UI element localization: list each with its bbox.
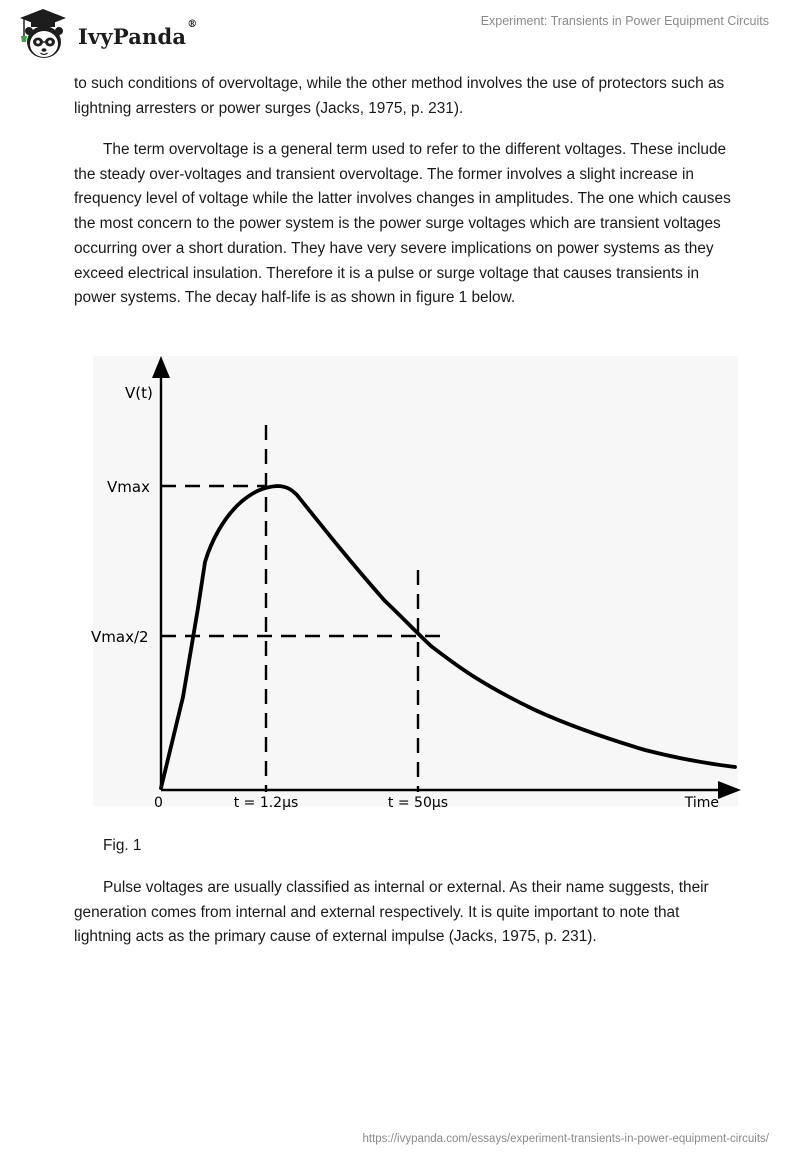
vhalf-tick-label: Vmax/2	[91, 628, 149, 646]
impulse-voltage-chart	[85, 352, 750, 822]
brand-name: IvyPanda®	[78, 18, 198, 49]
t-half-tick-label: t = 50µs	[387, 795, 449, 811]
plot-background	[93, 356, 738, 806]
panda-graduate-icon	[14, 6, 72, 64]
y-axis-label: V(t)	[125, 384, 153, 402]
paragraph-3	[74, 876, 734, 950]
x-origin-label: 0	[154, 795, 163, 811]
source-url-link[interactable]: https://ivypanda.com/essays/experiment-transients-in-power-equipment-circuits/	[362, 1133, 769, 1145]
paragraph-1: to such conditions of overvoltage, while the other method involves the use of protectors such as lightning arresters or power surges (Jacks, 1975, p. 231).	[74, 75, 725, 117]
paragraph-3-text: Pulse voltages are usually classified as internal or external. As their name suggests, their generation comes from internal and external respectively. It is quite important to note that lightning acts as the primary cause of external impulse (Jacks, 1975, p. 231).	[74, 879, 709, 946]
paragraph-2-text: The term overvoltage is a general term used to refer to the different voltages. These include the steady over-voltages and transient overvoltage. The former involves a slight increase in frequency level of voltage while the latter involves changes in amplitudes. The one which causes the most concern to the power system is the power surge voltages which are transient voltages occurring over a short duration. They have very severe implications on power systems as they exceed electrical insulation. Therefore it is a pulse or surge voltage that causes transients in power systems. The decay half-life is as shown in figure 1 below.	[74, 141, 731, 307]
figure-caption: Fig. 1	[103, 837, 142, 854]
essay-title: Experiment: Transients in Power Equipment Circuits	[480, 14, 769, 28]
paragraph-2	[74, 138, 734, 311]
t-rise-tick-label: t = 1.2µs	[233, 795, 299, 811]
vmax-tick-label: Vmax	[107, 478, 150, 496]
page-header	[0, 0, 800, 70]
brand-logo[interactable]	[14, 6, 204, 64]
figure-1	[85, 352, 750, 822]
x-axis-label: Time	[684, 795, 719, 811]
